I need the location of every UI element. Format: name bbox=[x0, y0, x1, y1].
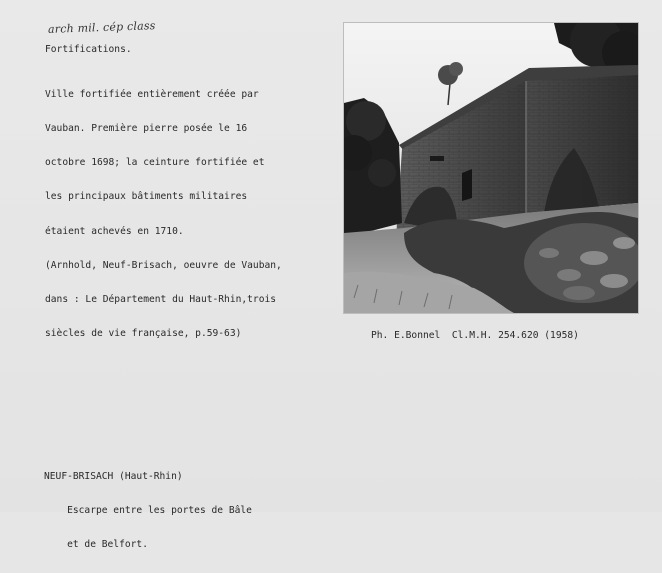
caption-line: et de Belfort. bbox=[44, 539, 148, 551]
location-caption bbox=[44, 448, 252, 573]
caption-line: NEUF-BRISACH (Haut-Rhin) bbox=[44, 470, 183, 482]
topic-heading: Fortifications. bbox=[45, 44, 132, 55]
description-line: étaient achevés en 1710. bbox=[45, 225, 184, 237]
description-line: Ville fortifiée entièrement créée par bbox=[45, 88, 259, 100]
caption-line: Escarpe entre les portes de Bâle bbox=[44, 505, 252, 517]
description-block bbox=[45, 66, 282, 363]
handwritten-note: arch mil. cép class bbox=[47, 19, 156, 36]
description-line: (Arnhold, Neuf-Brisach, oeuvre de Vauban, bbox=[45, 259, 282, 271]
description-line: les principaux bâtiments militaires bbox=[45, 191, 248, 203]
description-line: dans : Le Département du Haut-Rhin,trois bbox=[45, 294, 277, 306]
fortification-photo bbox=[344, 23, 638, 313]
description-line: octobre 1698; la ceinture fortifiée et bbox=[45, 157, 265, 169]
description-line: siècles de vie française, p.59-63) bbox=[45, 328, 242, 340]
description-line: Vauban. Première pierre posée le 16 bbox=[45, 123, 248, 135]
photo-credit: Ph. E.Bonnel Cl.M.H. 254.620 (1958) bbox=[371, 330, 579, 341]
